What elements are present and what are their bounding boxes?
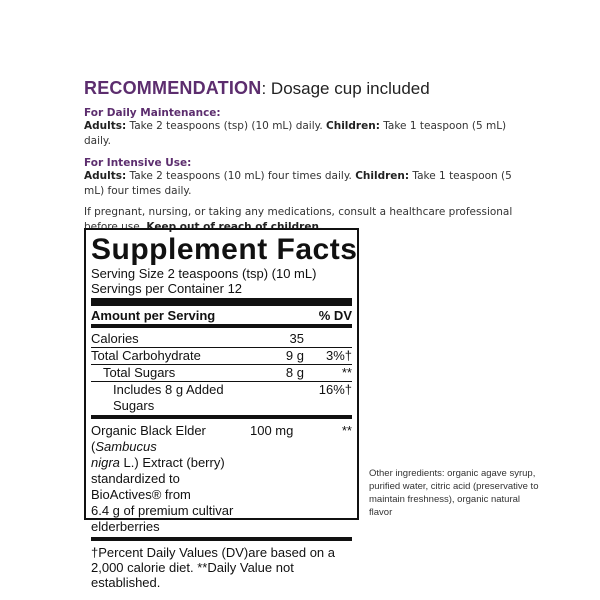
medium-divider (91, 415, 352, 419)
warning-bold: Keep out of reach of children. (146, 221, 323, 233)
nutrient-dv: ** (341, 365, 352, 380)
daily-children-text: Take 1 teaspoon (5 mL) daily. (84, 120, 507, 147)
serving-size: Serving Size 2 teaspoons (tsp) (10 mL) (91, 266, 317, 281)
nutrient-dv: 16%† (318, 382, 352, 397)
supplement-facts-title: Supplement Facts (91, 233, 358, 266)
medium-divider (91, 324, 352, 328)
intensive-dosage (84, 169, 524, 199)
nutrient-name: Includes 8 g Added Sugars (113, 382, 224, 413)
intensive-adults-text: Take 2 teaspoons (10 mL) four times daily. (126, 170, 356, 182)
elder-dv: ** (341, 423, 352, 438)
elder-source: 6.4 g of premium cultivar elderberries (91, 503, 234, 534)
recommendation-section (84, 78, 524, 235)
recommendation-subtitle: : Dosage cup included (261, 79, 430, 98)
nutrient-amount: 9 g (285, 348, 304, 363)
daily-dosage (84, 119, 524, 149)
daily-adults-text: Take 2 teaspoons (tsp) (10 mL) daily. (126, 120, 327, 132)
supplement-facts-panel (84, 228, 359, 590)
dv-header-label: % DV (318, 308, 352, 323)
amount-header-row (91, 308, 352, 323)
elder-name-post: L.) Extract (berry) (119, 455, 225, 470)
thick-divider (91, 298, 352, 306)
elder-amount: 100 mg (250, 423, 294, 438)
intensive-use-heading: For Intensive Use: (84, 157, 192, 169)
table-row (91, 364, 352, 381)
table-row (91, 381, 352, 414)
elderberry-description (91, 423, 250, 535)
nutrient-dv (310, 331, 352, 347)
medium-divider (91, 537, 352, 541)
elder-standardized: standardized to BioActives® from (91, 471, 191, 502)
intensive-children-text: Take 1 teaspoon (5 mL) four times daily. (84, 170, 512, 197)
daily-maintenance-heading: For Daily Maintenance: (84, 107, 221, 119)
nutrient-dv: 3%† (325, 348, 352, 363)
recommendation-keyword: RECOMMENDATION (84, 78, 262, 98)
nutrient-name: Calories (91, 331, 139, 346)
nutrient-name: Total Sugars (103, 365, 176, 380)
intensive-children-label: Children: (355, 170, 410, 182)
nutrient-amount (242, 382, 310, 414)
intensive-adults-label: Adults: (84, 170, 127, 182)
nutrient-name: Total Carbohydrate (91, 348, 201, 363)
elderberry-row (91, 422, 352, 535)
amount-per-serving-label: Amount per Serving (91, 308, 216, 323)
elder-genus: Sambucus (95, 439, 157, 454)
elder-species: nigra (91, 455, 120, 470)
daily-adults-label: Adults: (84, 120, 127, 132)
nutrient-amount: 35 (289, 331, 304, 346)
table-row (91, 347, 352, 364)
dv-footnote: †Percent Daily Values (DV)are based on a 2,000 calorie diet. **Daily Value not established. (91, 545, 335, 590)
table-row (91, 331, 352, 347)
other-ingredients: Other ingredients: organic agave syrup, purified water, citric acid (preservative to maintain freshness), organic natural flavor (369, 468, 539, 518)
nutrient-amount: 8 g (285, 365, 304, 380)
recommendation-heading (84, 78, 524, 99)
daily-children-label: Children: (326, 120, 380, 132)
elder-name-pre: Organic Black Elder ( (91, 423, 206, 454)
servings-per-container: Servings per Container 12 (91, 281, 243, 296)
warning-body: If pregnant, nursing, or taking any medications, consult a healthcare professional before use. (84, 206, 513, 233)
